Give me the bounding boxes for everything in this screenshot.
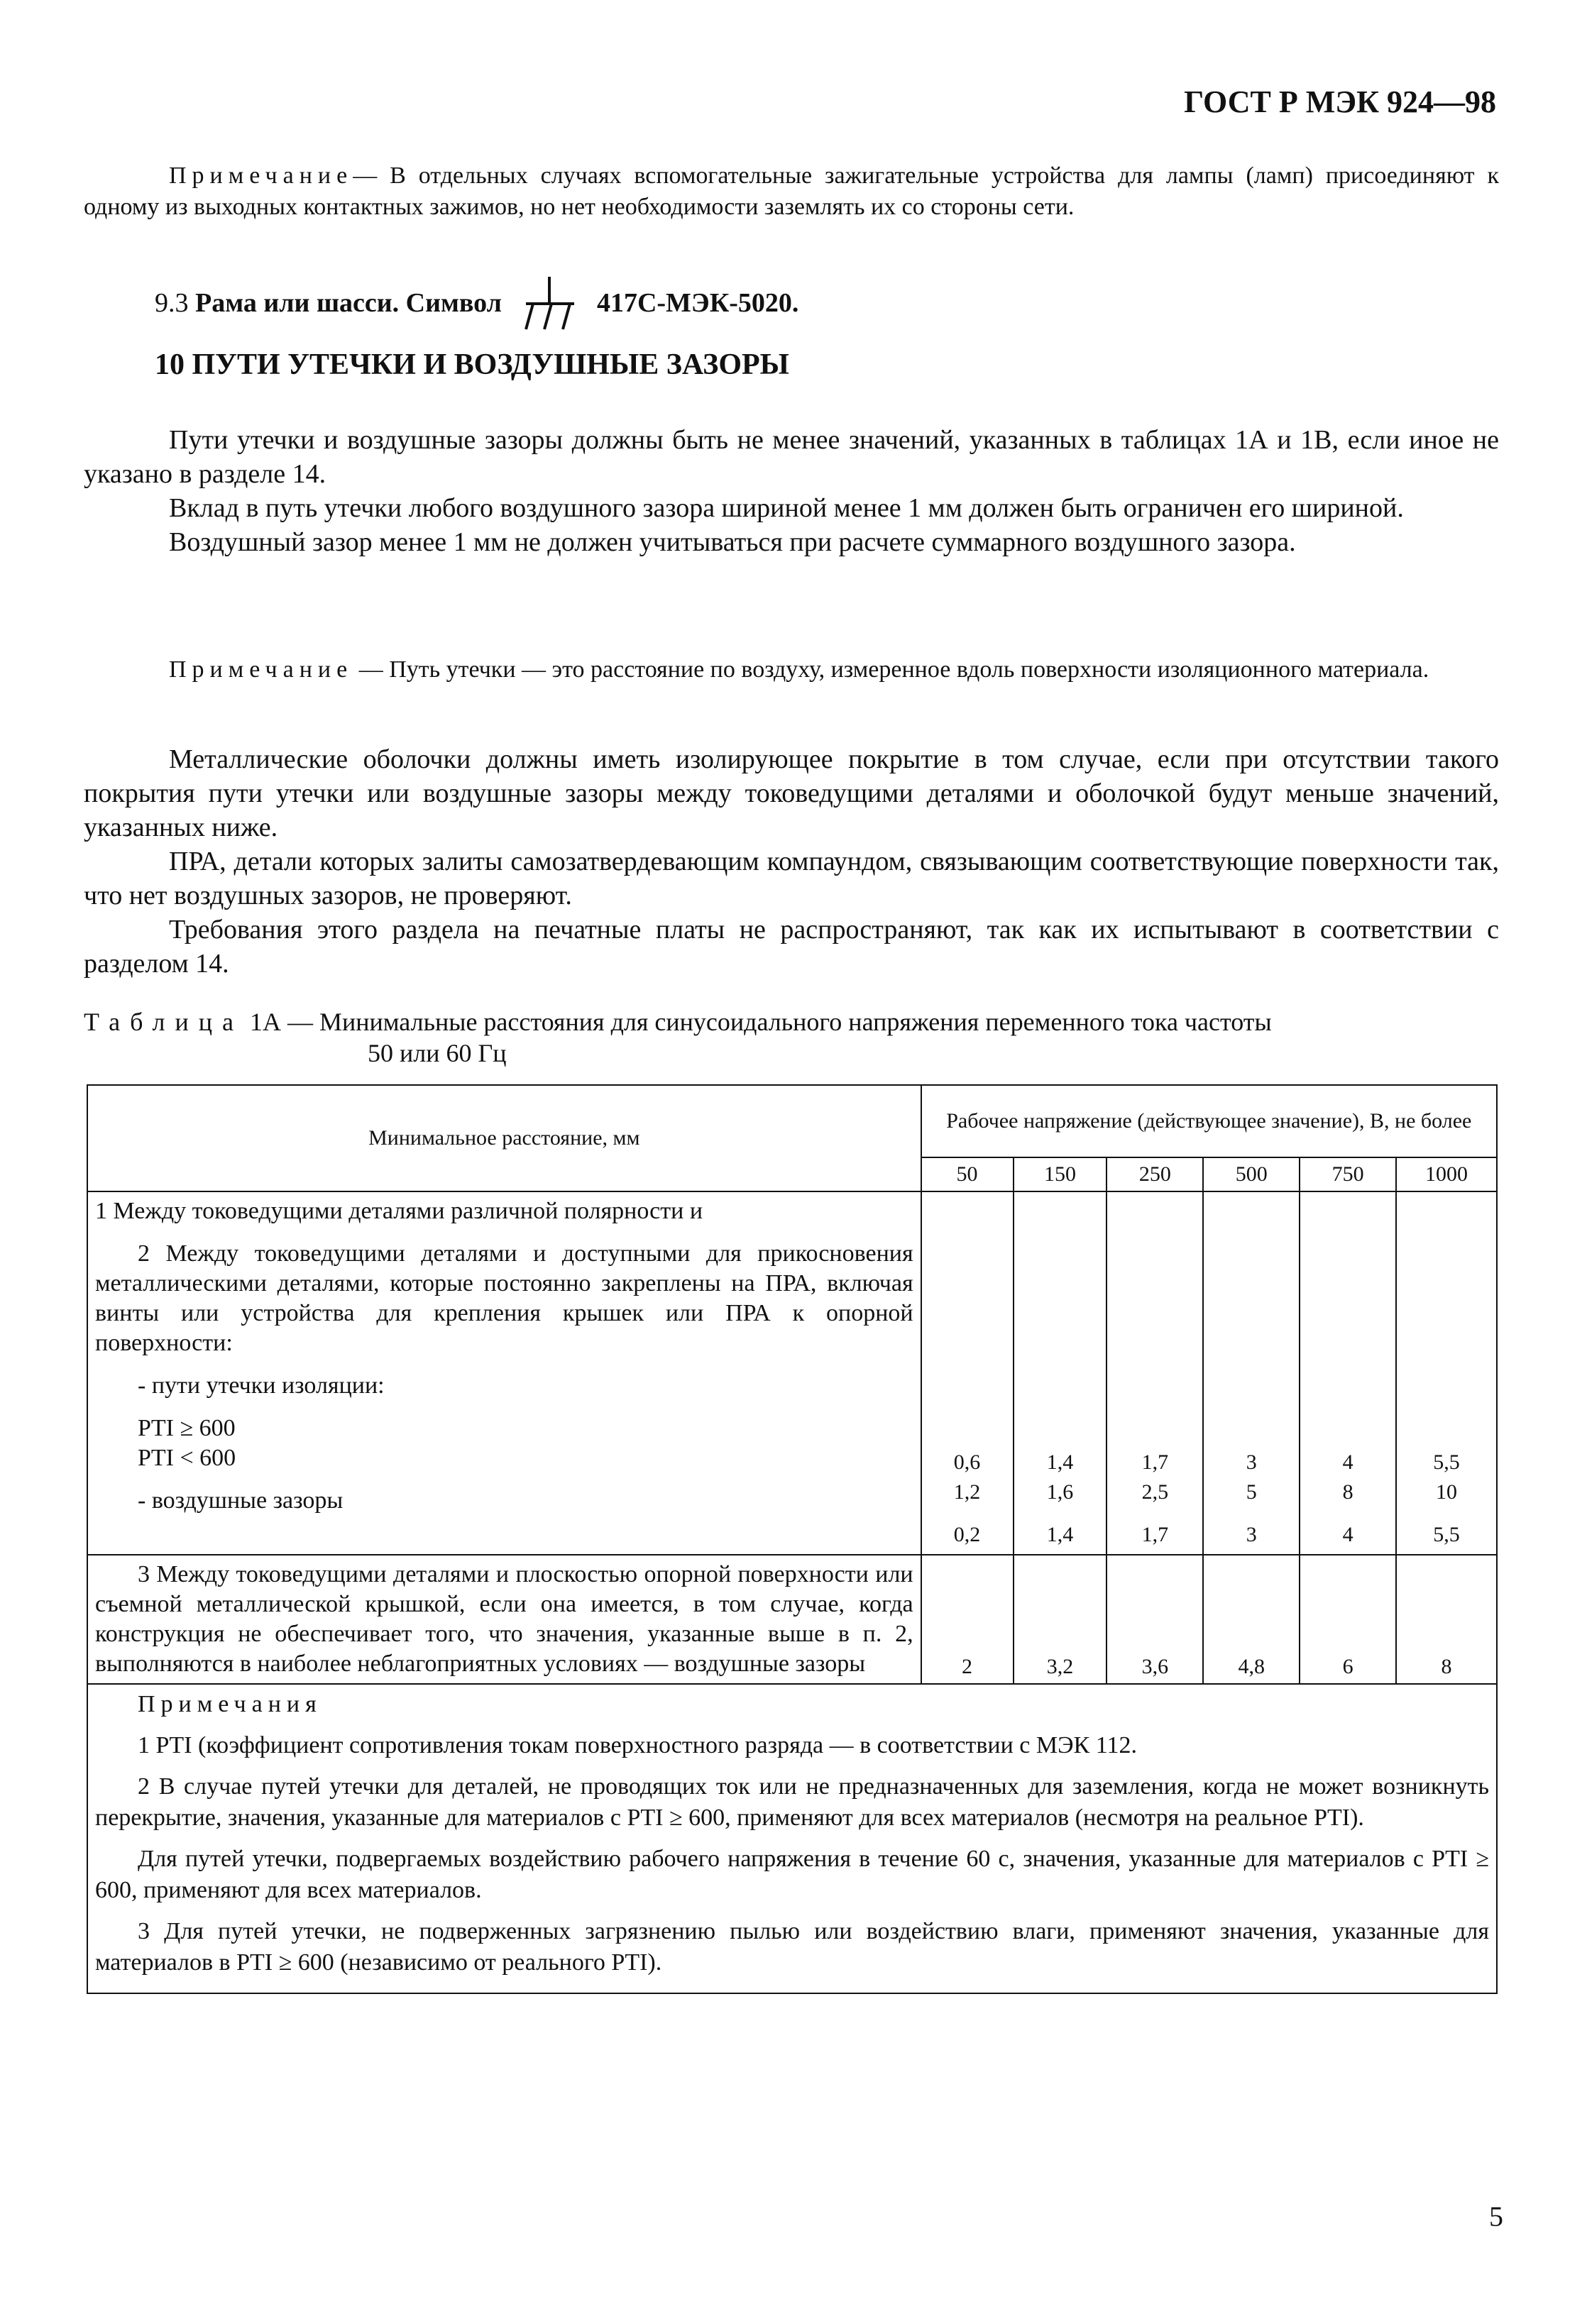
distance-table <box>87 1084 1498 1994</box>
value-cell: 3 <box>1246 1523 1257 1546</box>
value-cell: 4,8 <box>1203 1555 1300 1684</box>
table-row <box>87 1555 1497 1684</box>
section-title: Рама или шасси. Символ <box>195 288 502 318</box>
note-label: Примечание <box>169 163 353 189</box>
paragraph: Требования этого раздела на печатные платы не распространяют, так как их испытывают в соответствии с разделом 14. <box>84 915 1499 979</box>
paragraph: Вклад в путь утечки любого воздушного зазора шириной менее 1 мм должен быть ограничен его шириной. <box>169 493 1404 523</box>
note-item: Для путей утечки, подвергаемых воздействию рабочего напряжения в течение 60 с, значения, указанные для материалов с PTI ≥ 600, применяют для всех материалов. <box>95 1846 1489 1903</box>
paragraph: ПРА, детали которых залиты самозатвердевающим компаундом, связывающим соответствующие поверхности так, что нет воздушных зазоров, не проверяют. <box>84 847 1499 910</box>
value-cell: 3,6 <box>1106 1555 1203 1684</box>
voltage-cell: 150 <box>1014 1157 1107 1191</box>
value-cell: 0,2 <box>953 1523 981 1546</box>
clearance-label: - воздушные зазоры <box>138 1487 344 1514</box>
value-column <box>921 1191 1014 1555</box>
table-label: Таблица <box>84 1008 243 1036</box>
row-item-2: 2 Между токоведущими деталями и доступными для прикосновения металлическими деталями, которые постоянно закреплены на ПРА, включая винты или устройства для крепления крышек или ПРА к опорной поверхности: <box>95 1240 913 1356</box>
section-9-3 <box>155 272 798 334</box>
value-cell: 1,7 <box>1141 1523 1169 1546</box>
note-item: 1 PTI (коэффициент сопротивления токам поверхностного разряда — в соответствии с МЭК 112. <box>138 1732 1137 1758</box>
voltage-cell: 500 <box>1203 1157 1300 1191</box>
value-cell: 1,4 <box>1046 1523 1074 1546</box>
note-1 <box>84 160 1499 223</box>
value-cell: 8 <box>1396 1555 1497 1684</box>
value-cell: 8 <box>1342 1480 1353 1504</box>
value-cell: 4 <box>1342 1523 1353 1546</box>
value-cell: 2 <box>921 1555 1014 1684</box>
section-10-title: 10 ПУТИ УТЕЧКИ И ВОЗДУШНЫЕ ЗАЗОРЫ <box>155 348 789 381</box>
paragraph: Пути утечки и воздушные зазоры должны быть не менее значений, указанных в таблицах 1А и 1В, если иное не указано в разделе 14. <box>84 425 1499 489</box>
row-3-description: 3 Между токоведущими деталями и плоскостью опорной поверхности или съемной металлической крышкой, если она имеется, в том случае, когда конструкция не обеспечивает того, что значения, указанные выше в п. 2, выполняются в наиболее неблагоприятных условиях — воздушные зазоры <box>87 1555 921 1684</box>
note-text: — Путь утечки — это расстояние по воздуху, измеренное вдоль поверхности изоляционного материала. <box>358 656 1429 683</box>
value-column <box>1300 1191 1396 1555</box>
section-number: 9.3 <box>155 288 189 318</box>
value-cell: 1,2 <box>953 1480 981 1504</box>
document-header: ГОСТ Р МЭК 924—98 <box>1184 84 1496 119</box>
value-cell: 5,5 <box>1433 1450 1460 1474</box>
value-cell: 2,5 <box>1141 1480 1169 1504</box>
table-caption-line2: 50 или 60 Гц <box>368 1039 507 1067</box>
voltage-cell: 750 <box>1300 1157 1396 1191</box>
value-cell: 1,6 <box>1046 1480 1074 1504</box>
value-cell: 6 <box>1300 1555 1396 1684</box>
value-cell: 3 <box>1246 1450 1257 1474</box>
value-column <box>1014 1191 1107 1555</box>
pti-ge-label: PTI ≥ 600 <box>138 1415 236 1441</box>
column-header-voltage: Рабочее напряжение (действующее значение), В, не более <box>921 1085 1497 1157</box>
note-item: 3 Для путей утечки, не подверженных загрязнению пылью или воздействию влаги, применяют значения, указанные для материалов в PTI ≥ 600 (независимо от реального PTI). <box>95 1918 1489 1976</box>
table-notes <box>87 1684 1497 1993</box>
column-header-distance: Минимальное расстояние, мм <box>87 1085 921 1191</box>
section-10-body-2 <box>84 742 1499 981</box>
pti-lt-label: PTI < 600 <box>138 1445 236 1471</box>
value-cell: 1,4 <box>1046 1450 1074 1474</box>
value-cell: 0,6 <box>953 1450 981 1474</box>
table-header-row <box>87 1085 1497 1157</box>
symbol-code: 417С-МЭК-5020. <box>596 288 799 318</box>
table-row <box>87 1191 1497 1555</box>
table-notes-row <box>87 1684 1497 1993</box>
note-2 <box>84 654 1499 685</box>
notes-title: Примечания <box>138 1691 322 1717</box>
section-10-body <box>84 423 1499 559</box>
note-label: Примечание <box>169 656 353 683</box>
table-caption-text: 1А — Минимальные расстояния для синусоидального напряжения переменного тока частоты <box>249 1008 1272 1036</box>
value-cell: 5,5 <box>1433 1523 1460 1546</box>
value-column <box>1396 1191 1497 1555</box>
value-cell: 5 <box>1246 1480 1257 1504</box>
table-caption <box>84 1006 1499 1069</box>
value-cell: 1,7 <box>1141 1450 1169 1474</box>
note-item: 2 В случае путей утечки для деталей, не проводящих ток или не предназначенных для заземления, когда не может возникнуть перекрытие, значения, указанные для материалов с PTI ≥ 600, применяют для всех материалов (несмотря на реальное PTI). <box>95 1773 1489 1831</box>
value-cell: 3,2 <box>1014 1555 1107 1684</box>
value-cell: 10 <box>1436 1480 1458 1504</box>
voltage-cell: 250 <box>1106 1157 1203 1191</box>
row-description <box>87 1191 921 1555</box>
value-column <box>1203 1191 1300 1555</box>
value-cell: 4 <box>1342 1450 1353 1474</box>
chassis-symbol-icon <box>519 272 580 334</box>
paragraph: Металлические оболочки должны иметь изолирующее покрытие в том случае, если при отсутствии такого покрытия пути утечки или воздушные зазоры между токоведущими деталями и оболочкой будут меньше значений, указанных ниже. <box>84 744 1499 842</box>
voltage-cell: 50 <box>921 1157 1014 1191</box>
paragraph: Воздушный зазор менее 1 мм не должен учитываться при расчете суммарного воздушного зазора. <box>169 527 1296 557</box>
page-number: 5 <box>1489 2201 1503 2232</box>
voltage-cell: 1000 <box>1396 1157 1497 1191</box>
creepage-label: - пути утечки изоляции: <box>138 1372 385 1399</box>
note-text: — В отдельных случаях вспомогательные зажигательные устройства для лампы (ламп) присоединяют к одному из выходных контактных зажимов, но нет необходимости заземлять их со стороны сети. <box>84 163 1499 220</box>
row-item-1: 1 Между токоведущими деталями различной полярности и <box>95 1198 703 1224</box>
value-column <box>1106 1191 1203 1555</box>
